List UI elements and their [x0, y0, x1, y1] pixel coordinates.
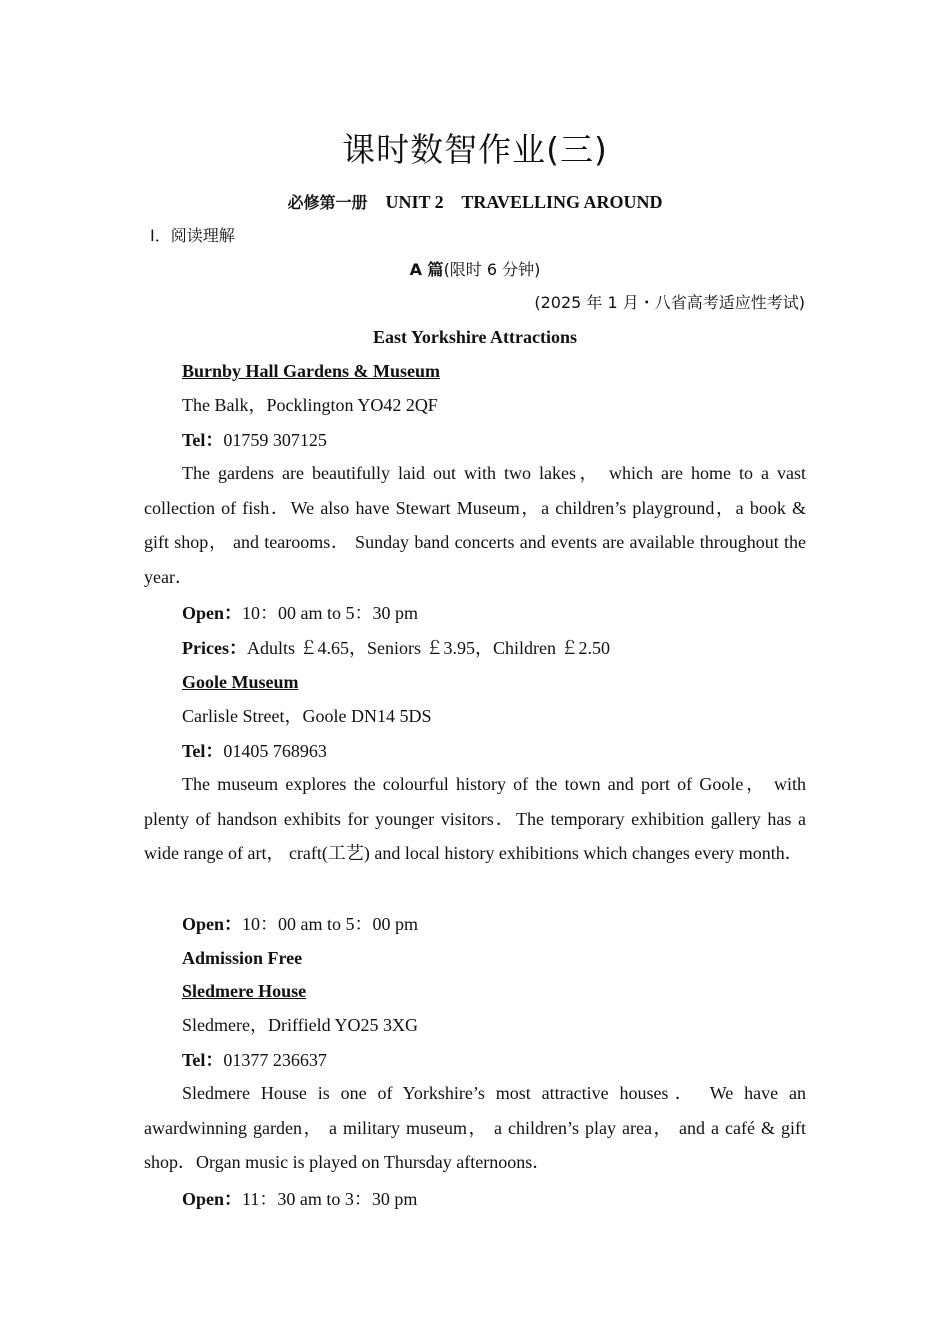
attraction-tel — [182, 739, 327, 763]
tel-label: Tel： — [182, 430, 224, 450]
open-hours: 10：00 am to 5：00 pm — [242, 914, 419, 934]
page-title: 课时数智作业(三) — [342, 130, 608, 169]
subtitle-unit: UNIT 2 TRAVELLING AROUND — [385, 192, 663, 212]
attraction-admission: Admission Free — [182, 948, 303, 968]
attraction-name: Goole Museum — [182, 672, 299, 692]
open-label: Open： — [182, 1189, 243, 1209]
attraction-description: The gardens are beautifully laid out with two lakes， which are home to a vast collection of fish．We also have Stewart Museum，a children’s playground，a book & gift shop， and tearooms． Sunday band concerts and events are available throughout the year． — [144, 463, 806, 587]
attraction-tel — [182, 1048, 327, 1072]
open-hours: 10：00 am to 5：30 pm — [242, 603, 419, 623]
attraction-address: The Balk，Pocklington YO42 2QF — [182, 395, 438, 415]
open-hours: 11：30 am to 3：30 pm — [242, 1189, 418, 1209]
passage-source: (2025 年 1 月・八省高考适应性考试) — [534, 293, 805, 312]
unit-subtitle — [0, 190, 950, 213]
attraction-address: Carlisle Street，Goole DN14 5DS — [182, 706, 432, 726]
tel-label: Tel： — [182, 741, 224, 761]
article-title: East Yorkshire Attractions — [373, 327, 577, 347]
attraction-tel — [182, 428, 327, 452]
section-heading: Ⅰ．阅读理解 — [150, 226, 235, 245]
attraction-prices — [182, 636, 610, 660]
attraction-name: Sledmere House — [182, 981, 307, 1001]
attraction-open — [182, 1187, 417, 1211]
open-label: Open： — [182, 914, 243, 934]
attraction-name: Burnby Hall Gardens & Museum — [182, 361, 441, 381]
prices-label: Prices： — [182, 638, 247, 658]
tel-number: 01377 236637 — [223, 1050, 327, 1070]
attraction-description: Sledmere House is one of Yorkshire’s most attractive houses． We have an awardwinning garden， a military museum， a children’s play area， and a café & gift shop．Organ music is played on Thursday afternoons． — [144, 1083, 806, 1172]
attraction-address: Sledmere，Driffield YO25 3XG — [182, 1015, 418, 1035]
attraction-open — [182, 601, 418, 625]
attraction-open — [182, 912, 418, 936]
tel-number: 01405 768963 — [223, 741, 327, 761]
passage-time-limit: (限时 6 分钟) — [443, 260, 541, 279]
subtitle-book: 必修第一册 — [287, 193, 368, 212]
prices-value: Adults ￡4.65，Seniors ￡3.95，Children ￡2.50 — [246, 638, 610, 658]
attraction-description: The museum explores the colourful history of the town and port of Goole， with plenty of handson exhibits for younger visitors．The temporary exhibition gallery has a wide range of art， craft(工艺) and local history exhibitions which changes every month． — [144, 774, 806, 863]
tel-label: Tel： — [182, 1050, 224, 1070]
passage-heading — [0, 257, 950, 282]
open-label: Open： — [182, 603, 243, 623]
passage-label: A 篇 — [409, 260, 444, 279]
tel-number: 01759 307125 — [223, 430, 327, 450]
